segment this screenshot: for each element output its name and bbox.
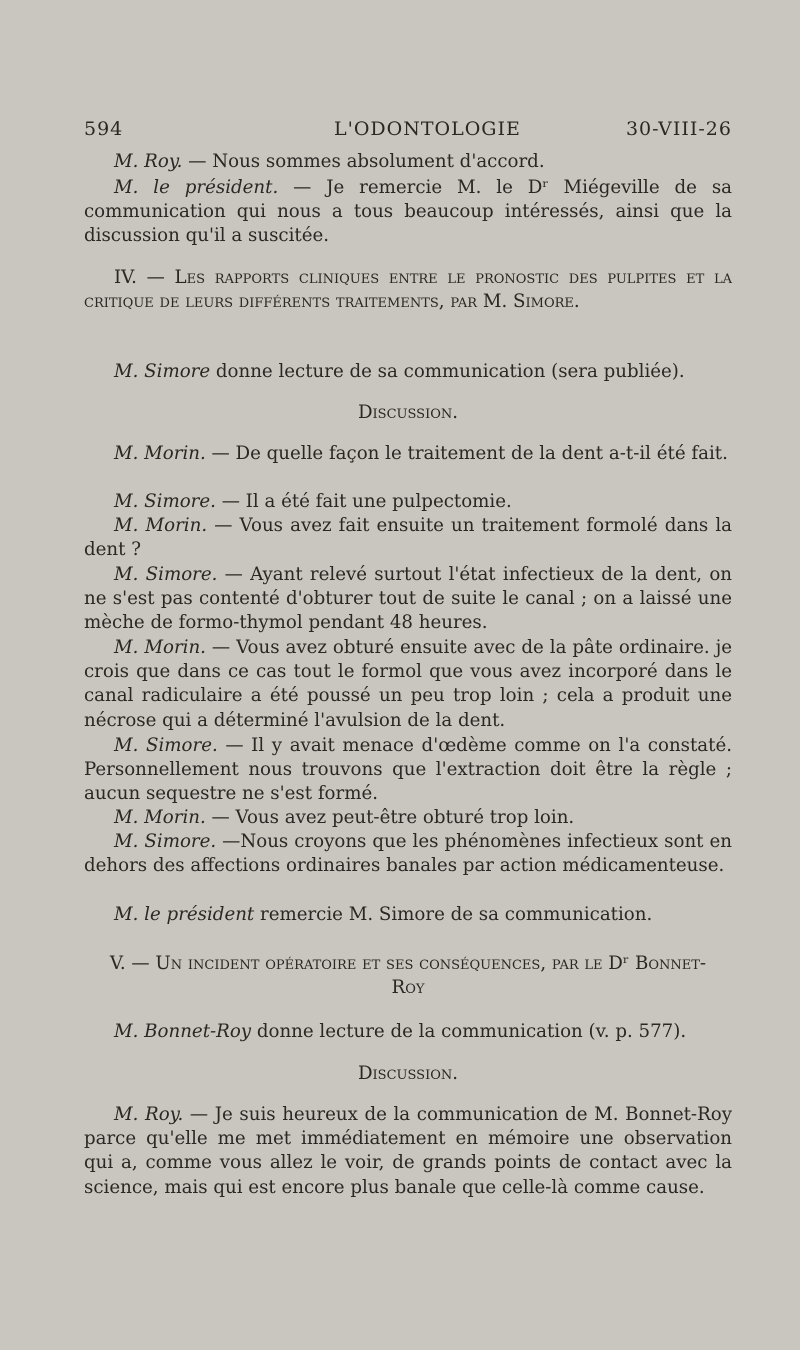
speaker: M. le président. — [114, 177, 279, 198]
discussion-heading — [84, 401, 732, 425]
running-title: L'ODONTOLOGIE — [334, 118, 521, 140]
speaker: M. Morin. — [114, 637, 206, 658]
speaker: M. Simore. — [114, 564, 218, 585]
dialogue-paragraph — [84, 563, 732, 636]
section-title — [84, 952, 732, 1000]
speaker: M. Morin. — [114, 443, 206, 464]
dialogue-paragraph — [84, 806, 732, 830]
speech-text: — Je suis heureux de la communication de M. Bonnet-Roy parce qu'elle me met immédiatement en mémoire une observation qui a, comme vous allez le voir, de grands points de contact avec la science, mais qui est encore plus banale que celle-là comme cause. — [84, 1104, 732, 1198]
issue-date: 30-VIII-26 — [625, 118, 732, 140]
speaker: M. Roy. — [114, 1104, 184, 1125]
page-number: 594 — [84, 118, 124, 140]
dialogue-paragraph — [84, 830, 732, 878]
speech-text: — De quelle façon le traitement de la dent a-t-il été fait. — [205, 443, 728, 464]
speaker: M. Simore. — [114, 735, 218, 756]
speech-text: — Vous avez peut-être obturé trop loin. — [205, 807, 575, 828]
speech-text: donne lecture de sa communication (sera publiée). — [210, 361, 685, 382]
dialogue-paragraph — [84, 1020, 732, 1044]
dialogue-paragraph — [84, 903, 732, 927]
speaker: M. Bonnet-Roy — [114, 1021, 252, 1042]
dialogue-paragraph — [84, 1103, 732, 1200]
discussion-heading — [84, 1062, 732, 1086]
speech-text: — Il a été fait une pulpectomie. — [215, 491, 512, 512]
dialogue-paragraph — [84, 442, 732, 466]
dialogue-paragraph — [84, 176, 732, 249]
speech-text: — Je remercie M. le Dʳ Miégeville de sa communication qui nous a tous beaucoup intéressés, ainsi que la discussion qu'il a suscitée. — [84, 177, 732, 247]
speech-text: remercie M. Simore de sa communication. — [254, 904, 653, 925]
speech-text: —Nous croyons que les phénomènes infectieux sont en dehors des affections ordinaires banales par action médicamenteuse. — [84, 831, 732, 877]
speaker: M. Simore. — [114, 831, 217, 852]
dialogue-paragraph — [84, 490, 732, 514]
dialogue-paragraph — [84, 514, 732, 562]
speaker: M. Morin. — [114, 807, 206, 828]
speech-text: — Ayant relevé surtout l'état infectieux de la dent, on ne s'est pas contenté d'obturer tout de suite le canal ; on a laissé une mèche de formo-thymol pendant 48 heures. — [84, 564, 732, 634]
heading-text: Discussion. — [357, 402, 459, 423]
speech-text: — Vous avez fait ensuite un traitement formolé dans la dent ? — [84, 515, 733, 561]
dialogue-paragraph — [84, 636, 732, 733]
speech-text: — Vous avez obturé ensuite avec de la pâte ordinaire. je crois que dans ce cas tout le formol que vous avez incorporé dans le canal radiculaire a été poussé un peu trop loin ; cela a produit une nécrose qui a déterminé l'avulsion de la dent. — [84, 637, 733, 731]
speaker: M. Roy. — [114, 151, 183, 172]
speaker: M. Morin. — [114, 515, 208, 536]
heading-text: Discussion. — [357, 1063, 459, 1084]
dialogue-paragraph — [84, 360, 732, 384]
speaker: M. le président — [114, 904, 255, 925]
speech-text: — Nous sommes absolument d'accord. — [182, 151, 545, 172]
speaker: M. Simore. — [114, 491, 216, 512]
dialogue-paragraph — [84, 734, 732, 807]
speech-text: — Il y avait menace d'œdème comme on l'a constaté. Personnellement nous trouvons que l'extraction doit être la règle ; aucun sequestre ne s'est formé. — [84, 735, 732, 805]
section-v-title: V. — Un incident opératoire et ses conséquences, par le Dʳ Bonnet-Roy — [109, 953, 707, 999]
dialogue-paragraph — [84, 150, 732, 174]
section-title — [84, 266, 732, 314]
speaker: M. Simore — [114, 361, 211, 382]
speech-text: donne lecture de la communication (v. p. 577). — [251, 1021, 687, 1042]
section-iv-title: IV. — Les rapports cliniques entre le pronostic des pulpites et la critique de leurs différents traitements, par M. Simore. — [84, 267, 732, 313]
